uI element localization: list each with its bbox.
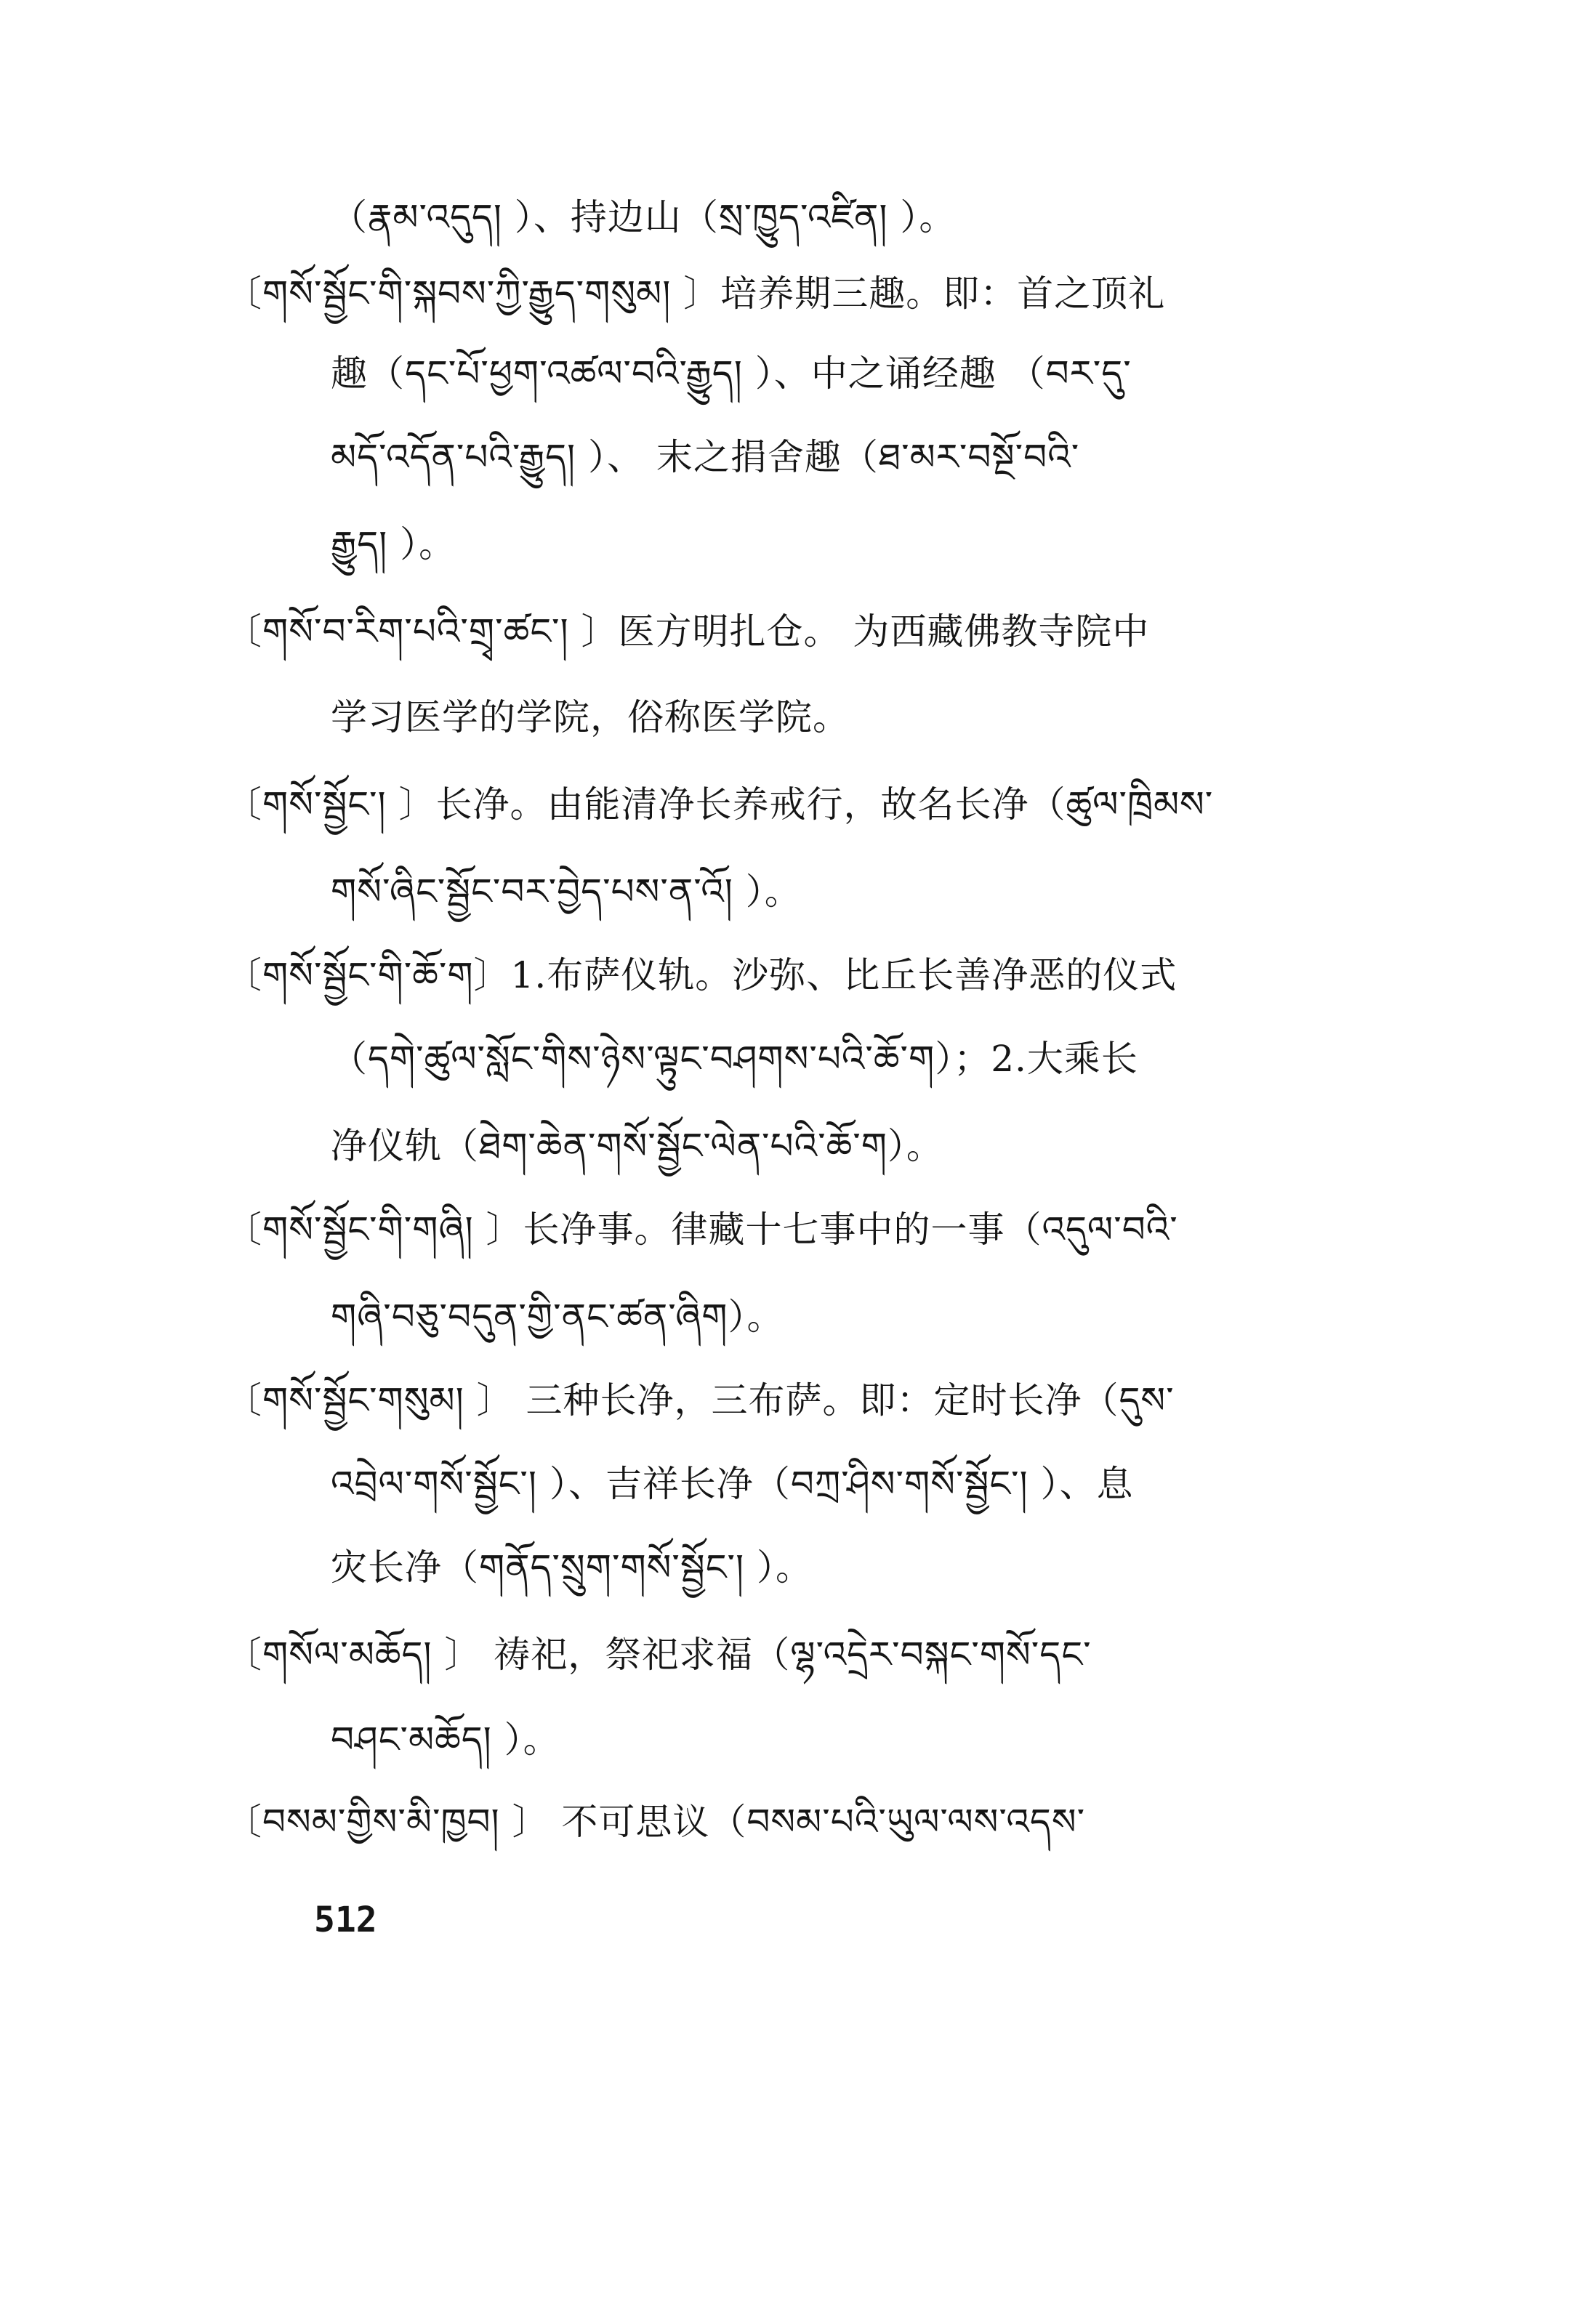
page-number: 512 bbox=[314, 1900, 377, 1940]
entry-continuation-line: 净仪轨（ཐེག་ཆེན་གསོ་སྦྱོང་ལེན་པའི་ཆོ་ག）。 bbox=[331, 1125, 943, 1167]
entry-headword-line: 〔གསོ་བ་རིག་པའི་གྲྭ་ཚང་། 〕医方明扎仓。 为西藏佛教寺院中 bbox=[225, 610, 1150, 653]
entry-headword-line: 〔གསོ་སྦྱོང་གསུམ། 〕 三种长净，三布萨。即：定时长净（དུས་ bbox=[225, 1379, 1175, 1421]
entry-continuation-line: 趣（དང་པོ་ཕྱག་འཚལ་བའི་རྒྱུད། ）、中之诵经趣 （བར་དུ་ bbox=[331, 352, 1132, 395]
entry-headword-line: 〔གསོལ་མཆོད། 〕 祷祀，祭祀求福（ལྷ་འདྲེར་བསྐང་གསོ་དང་ bbox=[225, 1634, 1092, 1676]
entry-continuation-line: གསོ་ཞིང་སྦྱོང་བར་བྱེད་པས་ན་འོ། ）。 bbox=[331, 871, 802, 913]
entry-headword-line: 〔གསོ་སྦྱོང་གི་གཞི། 〕长净事。律藏十七事中的一事（འདུལ་བའི་ bbox=[225, 1209, 1178, 1251]
entry-continuation-line: 灾长净（གནོད་སྲུག་གསོ་སྦྱོང་། ）。 bbox=[331, 1546, 813, 1589]
entry-continuation-line: 学习医学的学院，俗称医学院。 bbox=[331, 696, 850, 738]
entry-headword-line: 〔བསམ་གྱིས་མི་ཁྱབ། 〕 不可思议（བསམ་པའི་ཡུལ་ལས་འདས་ bbox=[225, 1801, 1086, 1843]
entry-continuation-line: གཞི་བཅུ་བདུན་གྱི་ནང་ཚན་ཞིག）。 bbox=[331, 1296, 784, 1338]
entry-continuation-line: （རྣམ་འདུད། ）、持边山（སྲ་ཁྱུད་འཛིན། ）。 bbox=[331, 196, 957, 238]
entry-headword-line: 〔གསོ་སྦྱོང་གི་སྐབས་ཀྱི་རྒྱུད་གསུམ། 〕培养期三趣。即：首之顶礼 bbox=[225, 273, 1166, 315]
entry-continuation-line: འབྲེལ་གསོ་སྦྱོང་། ）、吉祥长净（བཀྲ་ཤིས་གསོ་སྦྱོང་། ）、息 bbox=[331, 1463, 1134, 1505]
entry-continuation-line: བཤང་མཆོད། ）。 bbox=[331, 1719, 560, 1761]
entry-continuation-line: （དགེ་ཚུལ་སློང་གིས་ཉེས་ལྟུང་བཤགས་པའི་ཆོ་ག）；2.大乘长 bbox=[331, 1038, 1138, 1080]
entry-headword-line: 〔གསོ་སྦྱོང་། 〕长净。由能清净长养戒行，故名长净（ཚུལ་ཁྲིམས་ bbox=[225, 783, 1214, 826]
entry-continuation-line: རྒྱུད། ）。 bbox=[331, 523, 456, 565]
entry-continuation-line: མདོ་འདོན་པའི་རྒྱུད། ）、 末之捐舍趣（ཐ་མར་བསྔོ་བའི་ bbox=[331, 436, 1080, 478]
entry-headword-line: 〔གསོ་སྦྱོང་གི་ཆོ་ག〕1.布萨仪轨。沙弥、比丘长善净恶的仪式 bbox=[225, 954, 1178, 996]
